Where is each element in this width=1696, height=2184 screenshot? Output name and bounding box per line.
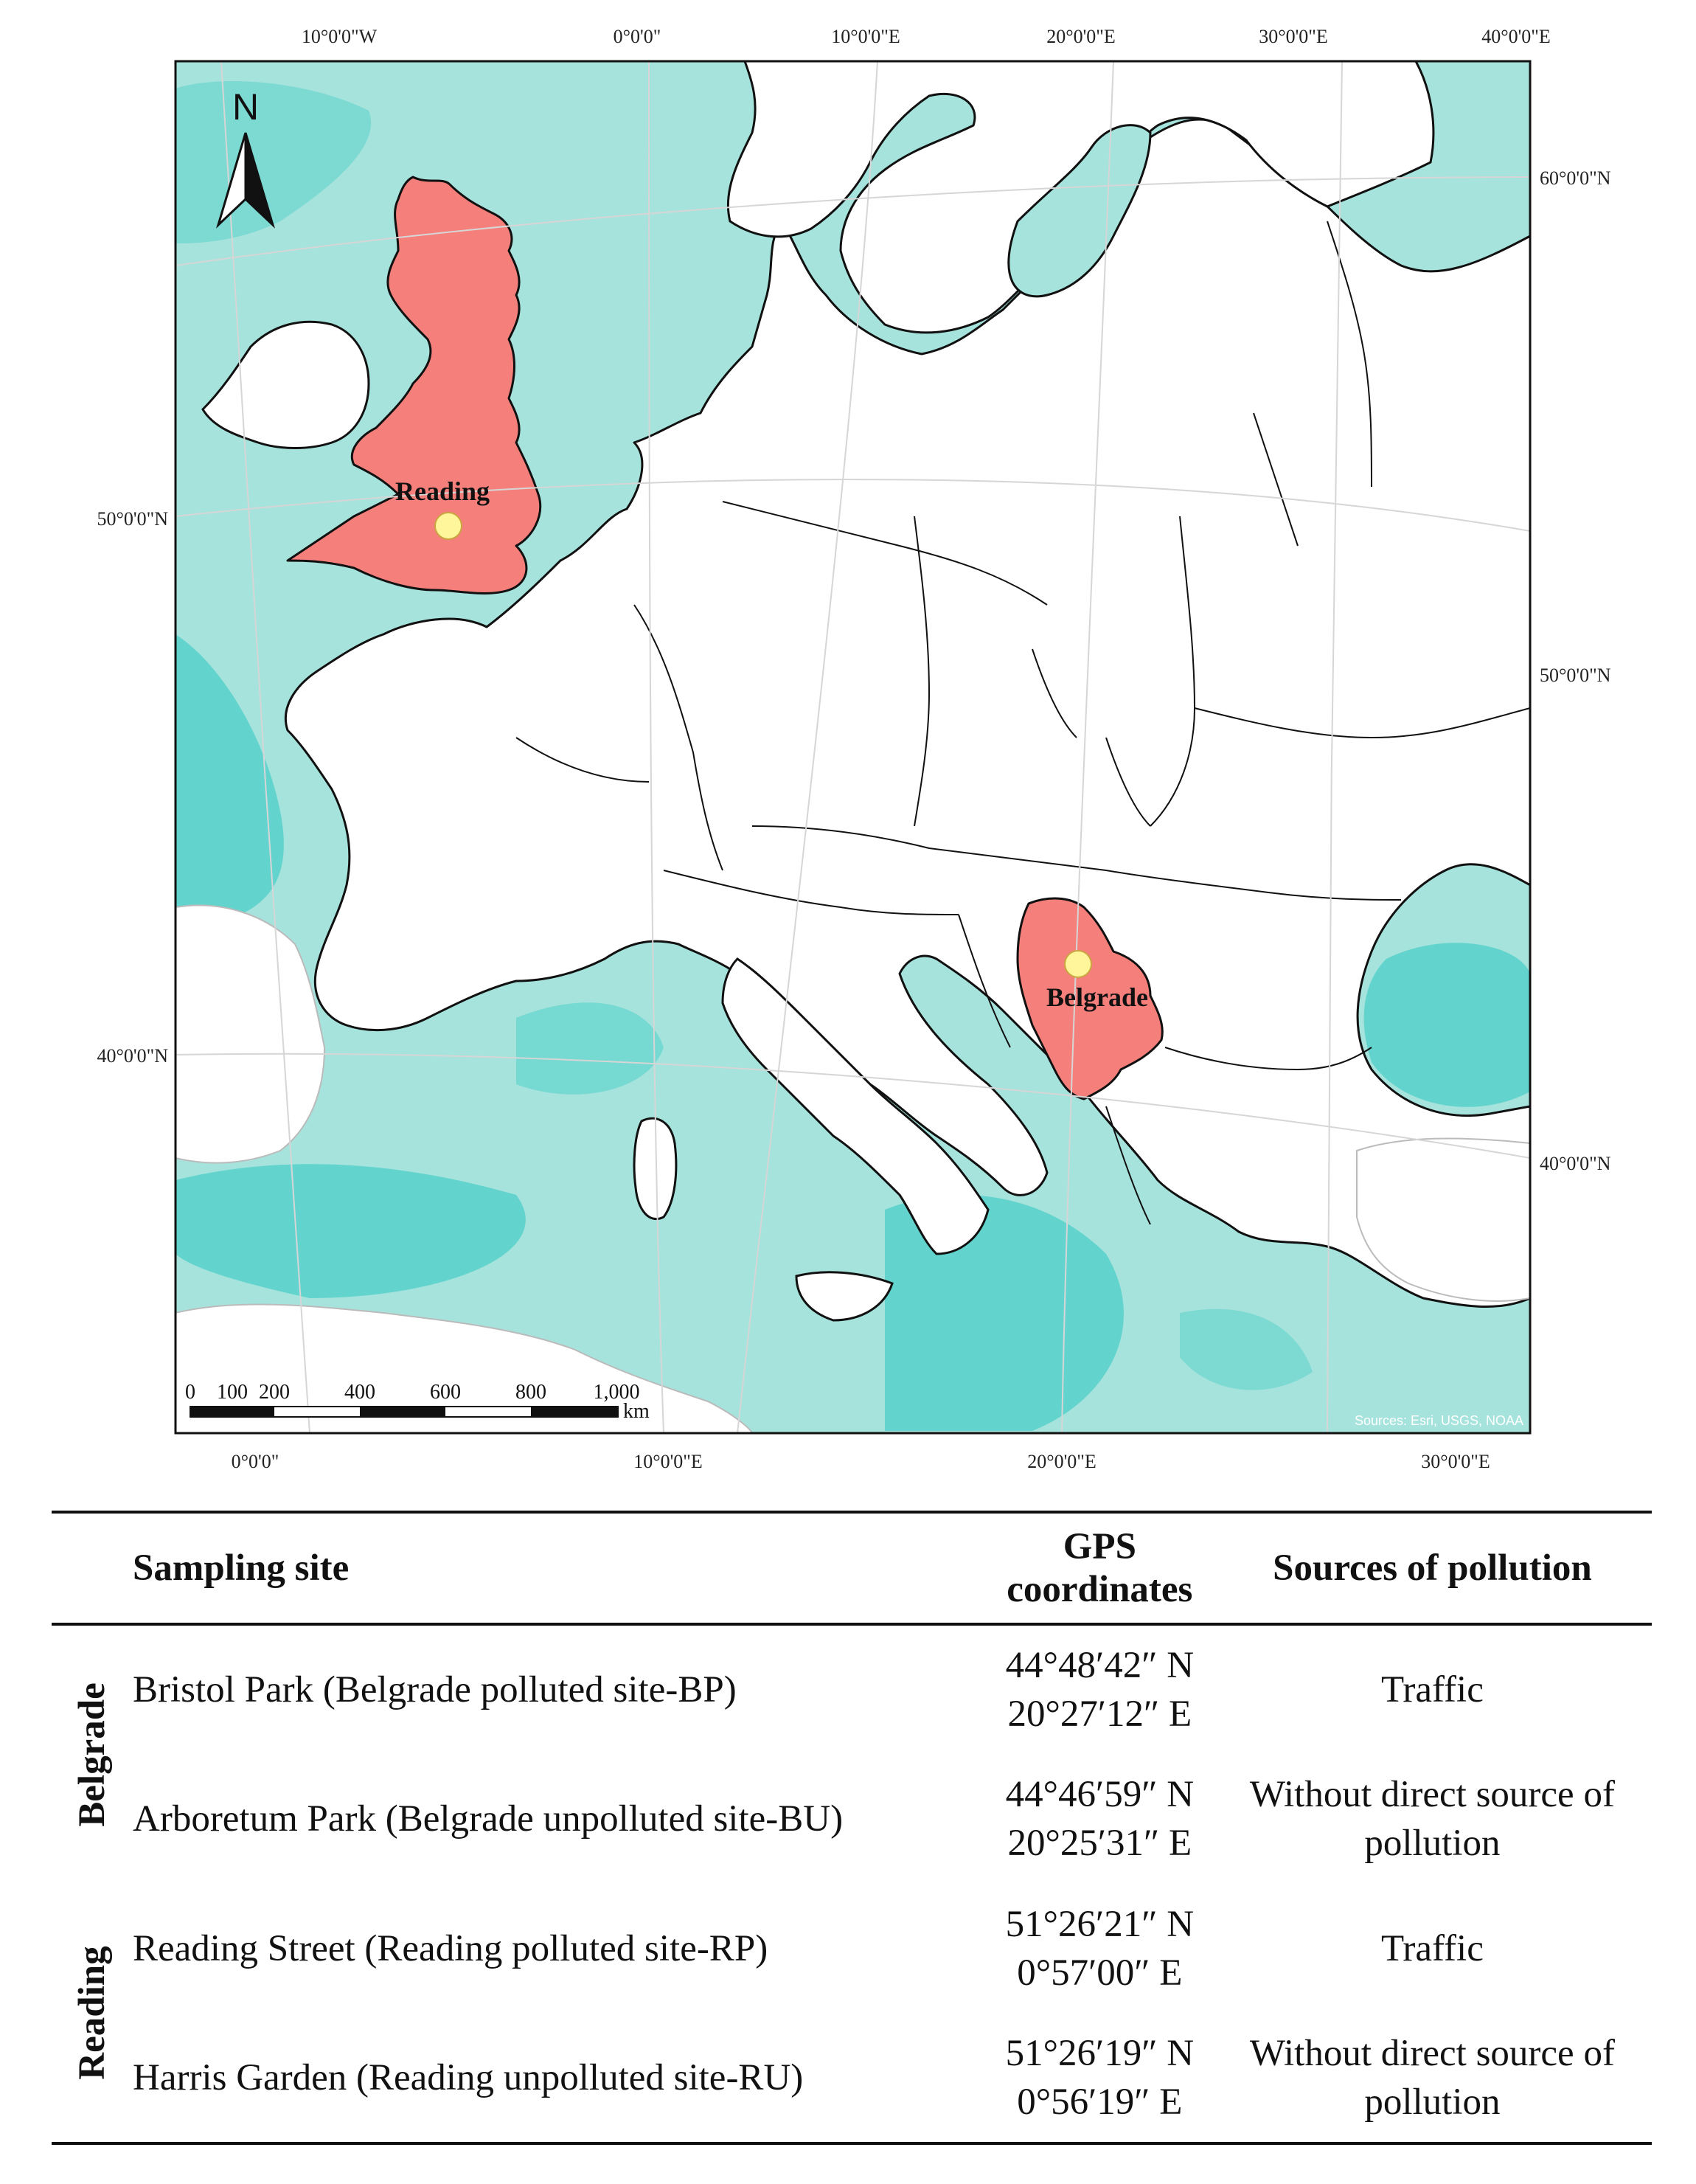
scale-label: 600: [430, 1381, 461, 1404]
top-tick-label: 10°0'0"E: [831, 26, 900, 47]
table-row: [52, 1884, 1652, 2014]
pollution-source: [1213, 1624, 1652, 1754]
bottom-tick-label: 30°0'0"E: [1421, 1451, 1490, 1472]
latitude: 51°26′21″ N: [1005, 1904, 1195, 1945]
bottom-tick-label: 0°0'0": [231, 1451, 279, 1472]
pollution-source: [1213, 1884, 1652, 2014]
scale-label: 400: [344, 1381, 375, 1404]
gps-header-line2: coordinates: [1007, 1569, 1193, 1610]
gps-coordinates: [987, 1754, 1213, 1884]
bottom-tick-label: 10°0'0"E: [633, 1451, 703, 1472]
scale-label: 200: [259, 1381, 290, 1404]
reading-city-label: Reading: [395, 476, 490, 506]
pollution-source-line1: Traffic: [1381, 1928, 1484, 1969]
gps-coordinates: [987, 1624, 1213, 1754]
pollution-source: [1213, 2014, 1652, 2143]
latitude: 44°48′42″ N: [1005, 1645, 1195, 1686]
pollution-source-line1: Without direct source of: [1249, 1774, 1615, 1815]
svg-text:N: N: [232, 86, 260, 128]
left-tick-label: 40°0'0"N: [97, 1045, 168, 1067]
right-tick-label: 40°0'0"N: [1540, 1153, 1611, 1174]
top-tick-label: 20°0'0"E: [1046, 26, 1116, 47]
group-cell-belgrade: [52, 1624, 133, 1884]
latitude: 51°26′19″ N: [1005, 2033, 1195, 2074]
top-tick-label: 30°0'0"E: [1259, 26, 1328, 47]
site-name: Harris Garden (Reading unpolluted site-RU): [133, 2057, 804, 2098]
pollution-source-line1: Traffic: [1381, 1669, 1484, 1710]
scale-label: 1,000: [593, 1381, 640, 1404]
pollution-source-line2: pollution: [1364, 1823, 1501, 1864]
table-row: [52, 1754, 1652, 1884]
left-tick-label: 50°0'0"N: [97, 508, 168, 530]
group-label-belgrade: Belgrade: [72, 1682, 113, 1827]
gps-coordinates: [987, 1884, 1213, 2014]
bottom-tick-label: 20°0'0"E: [1027, 1451, 1097, 1472]
site-name: Reading Street (Reading polluted site-RP): [133, 1928, 768, 1969]
pollution-source-line2: pollution: [1364, 2081, 1501, 2123]
top-tick-label: 10°0'0"W: [301, 26, 378, 47]
sampling-sites-table: [52, 1511, 1652, 2145]
table-row: [52, 2014, 1652, 2143]
scale-label: 0: [185, 1381, 195, 1404]
top-tick-label: 0°0'0": [613, 26, 661, 47]
longitude: 0°57′00″ E: [1017, 1952, 1183, 1994]
longitude: 20°27′12″ E: [1007, 1694, 1192, 1735]
group-cell-reading: [52, 1884, 133, 2143]
column-header-gps: [987, 1512, 1213, 1624]
site-name: Bristol Park (Belgrade polluted site-BP): [133, 1669, 737, 1710]
scale-label: 100: [217, 1381, 248, 1404]
map-credit: Sources: Esri, USGS, NOAA: [1354, 1413, 1523, 1428]
table-row: [52, 1624, 1652, 1754]
column-header-sampling-site: Sampling site: [133, 1547, 350, 1589]
site-name: Arboretum Park (Belgrade unpolluted site-BU): [133, 1798, 844, 1840]
pollution-source: [1213, 1754, 1652, 1884]
right-tick-label: 60°0'0"N: [1540, 167, 1611, 189]
belgrade-site-marker: [1065, 951, 1091, 977]
reading-site-marker: [435, 513, 462, 539]
pollution-source-line1: Without direct source of: [1249, 2033, 1615, 2074]
right-tick-label: 50°0'0"N: [1540, 665, 1611, 686]
longitude: 20°25′31″ E: [1007, 1823, 1192, 1864]
gps-coordinates: [987, 2014, 1213, 2143]
group-header-spacer: [52, 1512, 133, 1624]
column-header-sources: Sources of pollution: [1273, 1547, 1592, 1589]
latitude: 44°46′59″ N: [1005, 1774, 1195, 1815]
scale-unit: km: [623, 1400, 650, 1423]
gps-header-line1: GPS: [1063, 1526, 1136, 1567]
group-label-reading: Reading: [72, 1946, 113, 2080]
top-tick-label: 40°0'0"E: [1481, 26, 1551, 47]
belgrade-city-label: Belgrade: [1046, 982, 1148, 1012]
longitude: 0°56′19″ E: [1017, 2081, 1183, 2123]
scale-label: 800: [515, 1381, 546, 1404]
